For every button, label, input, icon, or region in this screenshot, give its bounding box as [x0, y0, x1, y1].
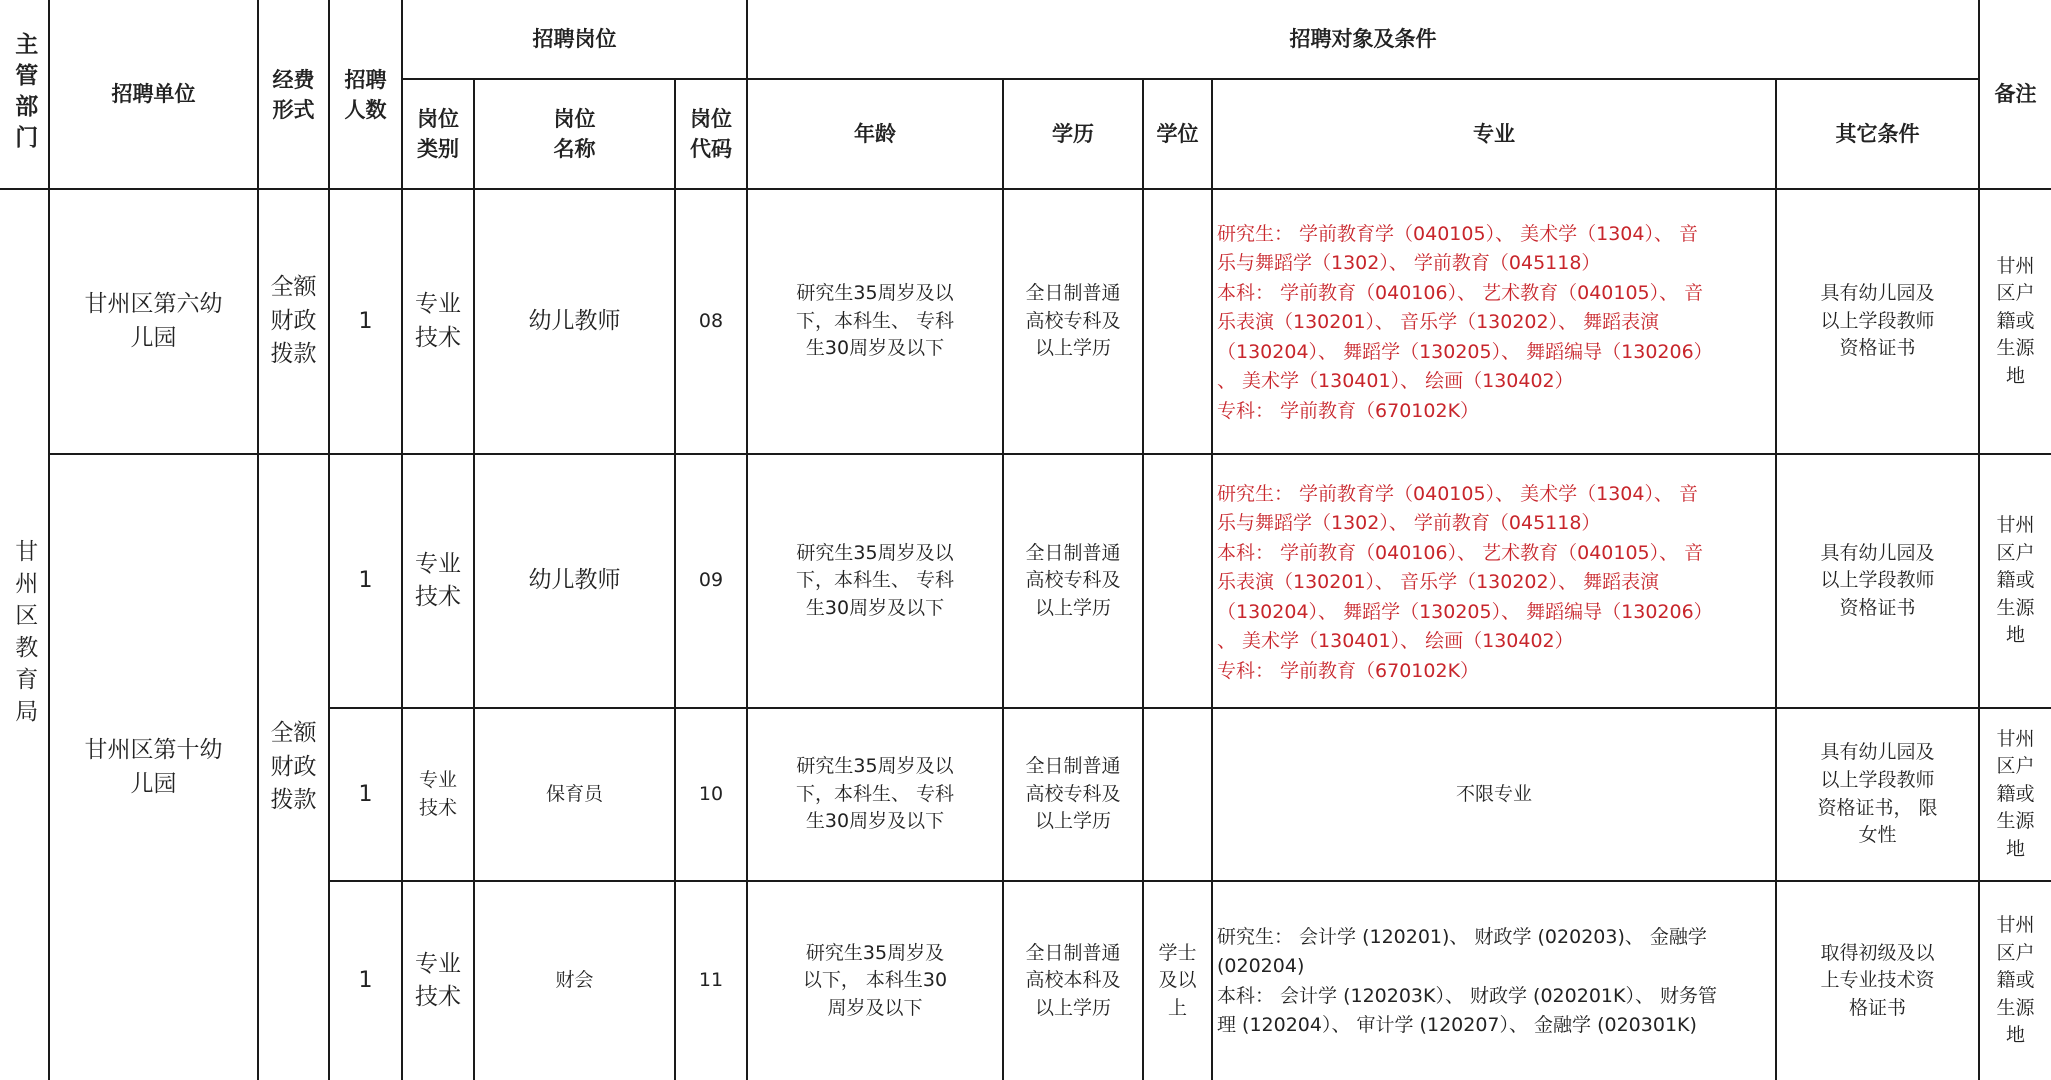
- row2-other: 具有幼儿园及以上学段教师资格证书: [1820, 541, 1935, 619]
- row3-pos-name: 保育员: [545, 782, 603, 805]
- row2-major-line: 本科： 学前教育（040106）、 艺术教育（040105）、 音: [1217, 541, 1704, 564]
- header-remark: 备注: [1994, 81, 2037, 106]
- row2-code: 09: [698, 569, 724, 592]
- header-count: 招聘人数: [344, 67, 387, 122]
- dept-name-cell: [0, 190, 48, 1080]
- row1-major-line: 乐与舞蹈学（1302）、 学前教育（045118）: [1217, 252, 1601, 275]
- row3-other: 具有幼儿园及以上学段教师资格证书， 限女性: [1817, 741, 1938, 847]
- row2-count: 1: [358, 568, 373, 594]
- header-major: 专业: [1473, 121, 1515, 146]
- row3-type: 专业技术: [418, 768, 457, 819]
- row3-edu: 全日制普通高校专科及以上学历: [1025, 755, 1121, 833]
- row3-code: 10: [698, 782, 724, 805]
- header-dept: [0, 0, 48, 188]
- header-education: 学历: [1052, 121, 1094, 146]
- header-degree: 学位: [1156, 121, 1199, 146]
- row4-other: 取得初级及以上专业技术资格证书: [1820, 941, 1935, 1019]
- row1-pos-name: 幼儿教师: [528, 307, 621, 334]
- row3-degree: [1144, 709, 1211, 880]
- row4-code: 11: [698, 969, 724, 992]
- row4-count: 1: [358, 968, 373, 994]
- header-pos-name: 岗位名称: [553, 106, 596, 161]
- row3-count: 1: [358, 781, 373, 807]
- row2-major-line: 专科： 学前教育（670102K）: [1217, 659, 1480, 682]
- row2-major-line: 乐表演（130201）、 音乐学（130202）、 舞蹈表演: [1217, 571, 1660, 594]
- row4-remark: 甘州区户籍或生源地: [1996, 914, 2035, 1047]
- row2-degree: [1144, 455, 1211, 707]
- row1-age: 研究生35周岁及以下，本科生、 专科生30周岁及以下: [795, 282, 955, 360]
- row1-count: 1: [358, 308, 373, 334]
- row2-major-line: 、 美术学（130401）、 绘画（130402）: [1217, 630, 1574, 653]
- row4-type: 专业技术: [415, 950, 461, 1010]
- row1-remark: 甘州区户籍或生源地: [1996, 254, 2035, 387]
- header-other: 其它条件: [1835, 121, 1920, 146]
- row1-degree: [1144, 190, 1211, 453]
- row1-major-line: 本科： 学前教育（040106）、 艺术教育（040105）、 音: [1217, 281, 1704, 304]
- row3-major: 不限专业: [1455, 782, 1532, 805]
- unit-funding-1: 全额财政拨款: [270, 274, 317, 368]
- row4-pos-name: 财会: [555, 969, 594, 992]
- row1-major: [1217, 220, 1713, 426]
- row2-major: [1217, 480, 1713, 686]
- row2-remark: 甘州区户籍或生源地: [1996, 514, 2035, 647]
- row1-type: 专业技术: [415, 291, 461, 351]
- row2-edu: 全日制普通高校专科及以上学历: [1025, 541, 1121, 619]
- row1-code: 08: [698, 309, 724, 332]
- row1-major-line: 乐表演（130201）、 音乐学（130202）、 舞蹈表演: [1217, 311, 1660, 334]
- header-unit: 招聘单位: [111, 81, 196, 106]
- row2-pos-name: 幼儿教师: [528, 567, 621, 594]
- row4-degree: 学士及以上: [1158, 941, 1197, 1019]
- row2-age: 研究生35周岁及以下，本科生、 专科生30周岁及以下: [795, 541, 955, 619]
- row2-major-line: 乐与舞蹈学（1302）、 学前教育（045118）: [1217, 512, 1601, 535]
- row1-major-line: （130204）、 舞蹈学（130205）、 舞蹈编导（130206）: [1217, 340, 1713, 363]
- header-conditions-group: 招聘对象及条件: [1289, 26, 1437, 51]
- row2-major-line: （130204）、 舞蹈学（130205）、 舞蹈编导（130206）: [1217, 600, 1713, 623]
- row1-other: 具有幼儿园及以上学段教师资格证书: [1820, 282, 1935, 360]
- row1-major-line: 、 美术学（130401）、 绘画（130402）: [1217, 370, 1574, 393]
- row4-edu: 全日制普通高校本科及以上学历: [1025, 941, 1121, 1019]
- dept-name: 甘州区教育局: [11, 539, 38, 731]
- header-position-group: 招聘岗位: [532, 26, 617, 51]
- row2-type: 专业技术: [415, 550, 461, 610]
- row1-edu: 全日制普通高校专科及以上学历: [1025, 282, 1121, 360]
- header-pos-type: 岗位类别: [417, 106, 459, 161]
- row4-major-line: 研究生： 会计学 (120201)、 财政学 (020203)、 金融学: [1217, 926, 1707, 948]
- header-dept-text: 主管部门: [11, 32, 38, 156]
- unit-name-2: 甘州区第十幼儿园: [84, 737, 223, 797]
- row1-major-line: 专科： 学前教育（670102K）: [1217, 399, 1480, 422]
- row4-major-line: 理 (120204）、 审计学 (120207）、 金融学 (020301K): [1217, 1014, 1697, 1037]
- header-pos-code: 岗位代码: [690, 106, 732, 161]
- unit-name-1: 甘州区第六幼儿园: [84, 291, 223, 351]
- row3-age: 研究生35周岁及以下，本科生、 专科生30周岁及以下: [795, 755, 955, 833]
- header-funding: 经费形式: [272, 67, 315, 122]
- header-age: 年龄: [854, 121, 896, 146]
- row1-major-line: 研究生： 学前教育学（040105）、 美术学（1304）、 音: [1217, 223, 1699, 245]
- row4-major: [1217, 923, 1717, 1041]
- row4-age: 研究生35周岁及以下， 本科生30周岁及以下: [802, 941, 948, 1019]
- row3-remark: 甘州区户籍或生源地: [1996, 727, 2035, 860]
- unit-funding-2: 全额财政拨款: [270, 720, 317, 814]
- row2-major-line: 研究生： 学前教育学（040105）、 美术学（1304）、 音: [1217, 483, 1699, 505]
- row4-major-line: 本科： 会计学 (120203K）、 财政学 (020201K）、 财务管: [1217, 984, 1718, 1007]
- row4-major-line: (020204): [1217, 955, 1305, 978]
